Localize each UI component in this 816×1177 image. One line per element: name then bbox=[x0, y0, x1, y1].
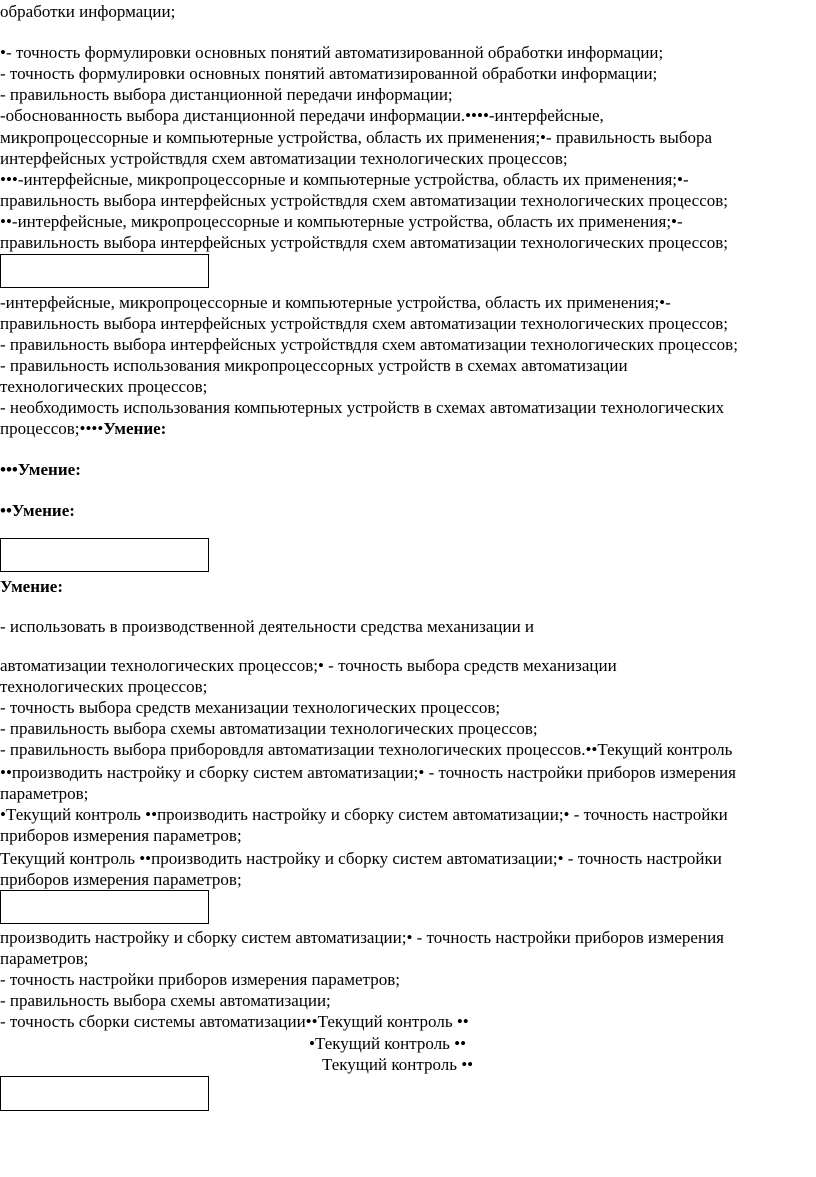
text-line: ••-интерфейсные, микропроцессорные и компьютерные устройства, область их применения;•- bbox=[0, 212, 683, 231]
text-line: Текущий контроль ••производить настройку и сборку систем автоматизации;• - точность настройки bbox=[0, 849, 722, 868]
text-line: приборов измерения параметров; bbox=[0, 870, 242, 889]
text-line: - правильность выбора схемы автоматизации технологических процессов; bbox=[0, 719, 538, 738]
text-line: - правильность выбора схемы автоматизации; bbox=[0, 991, 331, 1010]
text-line: •Текущий контроль ••производить настройку и сборку систем автоматизации;• - точность настройки bbox=[0, 805, 728, 824]
text-line: правильность выбора интерфейсных устройствдля схем автоматизации технологических процессов; bbox=[0, 314, 729, 333]
text-line: - точность сборки системы автоматизации••Текущий контроль •• bbox=[0, 1012, 469, 1031]
skill-heading: •••Умение: bbox=[0, 460, 81, 479]
text-line: автоматизации технологических процессов;• - точность выбора средств механизации bbox=[0, 656, 617, 675]
text-line: параметров; bbox=[0, 949, 89, 968]
empty-box bbox=[0, 1076, 209, 1111]
empty-box bbox=[0, 538, 209, 572]
text-line: - правильность выбора приборовдля автоматизации технологических процессов.••Текущий контроль bbox=[0, 740, 733, 759]
text-line: - точность выбора средств механизации технологических процессов; bbox=[0, 698, 501, 717]
text-line: Текущий контроль •• bbox=[322, 1055, 474, 1074]
text-line: параметров; bbox=[0, 784, 89, 803]
empty-box bbox=[0, 890, 209, 924]
text-line: правильность выбора интерфейсных устройствдля схем автоматизации технологических процессов; bbox=[0, 191, 729, 210]
text-line: - использовать в производственной деятельности средства механизации и bbox=[0, 617, 535, 636]
text-line: технологических процессов; bbox=[0, 377, 208, 396]
text-line: -обоснованность выбора дистанционной передачи информации.••••-интерфейсные, bbox=[0, 106, 604, 125]
text-line: •Текущий контроль •• bbox=[309, 1034, 467, 1053]
text-line: - правильность использования микропроцессорных устройств в схемах автоматизации bbox=[0, 356, 628, 375]
text-line: ••производить настройку и сборку систем автоматизации;• - точность настройки приборов измерения bbox=[0, 763, 736, 782]
text-line: - правильность выбора интерфейсных устройствдля схем автоматизации технологических процессов; bbox=[0, 335, 738, 354]
text-line: •- точность формулировки основных понятий автоматизированной обработки информации; bbox=[0, 43, 664, 62]
text-line: обработки информации; bbox=[0, 2, 176, 21]
text-line: - правильность выбора дистанционной передачи информации; bbox=[0, 85, 453, 104]
text-line: правильность выбора интерфейсных устройствдля схем автоматизации технологических процессов; bbox=[0, 233, 729, 252]
skill-heading: Умение: bbox=[0, 577, 64, 596]
text-fragment: процессов;•••• bbox=[0, 419, 104, 438]
text-line: - необходимость использования компьютерных устройств в схемах автоматизации технологических bbox=[0, 398, 725, 417]
text-line: - точность настройки приборов измерения параметров; bbox=[0, 970, 400, 989]
text-line: технологических процессов; bbox=[0, 677, 208, 696]
text-line: производить настройку и сборку систем автоматизации;• - точность настройки приборов измерения bbox=[0, 928, 724, 947]
text-line: •••-интерфейсные, микропроцессорные и компьютерные устройства, область их применения;•- bbox=[0, 170, 689, 189]
text-line: приборов измерения параметров; bbox=[0, 826, 242, 845]
text-line: микропроцессорные и компьютерные устройства, область их применения;•- правильность выбора bbox=[0, 128, 713, 147]
text-line: интерфейсных устройствдля схем автоматизации технологических процессов; bbox=[0, 149, 568, 168]
skill-heading: ••Умение: bbox=[0, 501, 75, 520]
text-line: - точность формулировки основных понятий автоматизированной обработки информации; bbox=[0, 64, 658, 83]
text-line-with-heading bbox=[0, 419, 166, 439]
empty-box bbox=[0, 254, 209, 288]
skill-heading: Умение: bbox=[103, 419, 167, 438]
text-line: -интерфейсные, микропроцессорные и компьютерные устройства, область их применения;•- bbox=[0, 293, 671, 312]
